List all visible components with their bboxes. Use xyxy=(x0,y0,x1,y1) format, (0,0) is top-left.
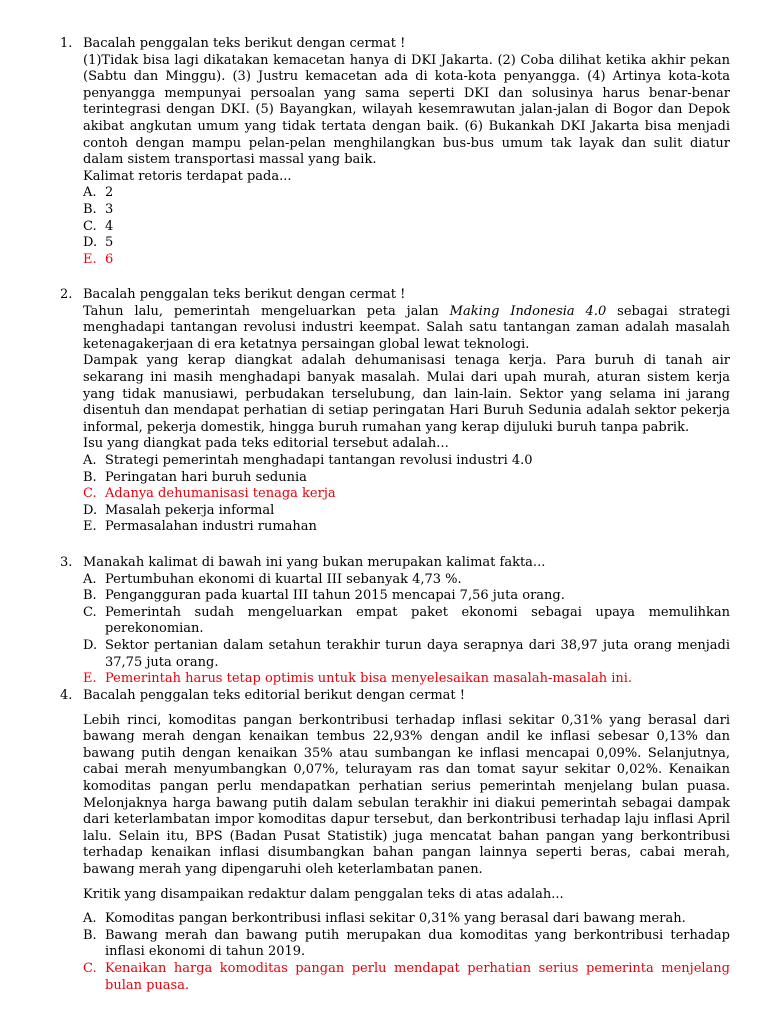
question-2 xyxy=(60,287,730,536)
option-list xyxy=(83,185,730,268)
option-text: Strategi pemerintah menghadapi tantangan revolusi industri 4.0 xyxy=(105,452,533,468)
question-instruction: Bacalah penggalan teks berikut dengan cermat ! xyxy=(83,287,406,302)
option-text: Peringatan hari buruh sedunia xyxy=(105,469,307,485)
option-letter: D. xyxy=(83,637,98,653)
passage-italic-title: Making Indonesia 4.0 xyxy=(449,303,607,319)
option-a[interactable] xyxy=(83,572,730,589)
option-d[interactable] xyxy=(83,503,730,520)
option-b[interactable] xyxy=(83,588,730,605)
option-e[interactable] xyxy=(83,671,730,688)
option-letter: D. xyxy=(83,235,98,251)
option-a[interactable] xyxy=(83,185,730,202)
option-letter: A. xyxy=(83,185,97,201)
option-text: Komoditas pangan berkontribusi inflasi sekitar 0,31% yang berasal dari bawang merah. xyxy=(105,911,686,927)
option-a[interactable] xyxy=(83,453,730,470)
option-b[interactable] xyxy=(83,202,730,219)
option-letter: B. xyxy=(83,588,97,604)
question-number: 4. xyxy=(60,688,73,703)
option-e[interactable] xyxy=(83,519,730,536)
option-letter: E. xyxy=(83,251,97,267)
option-b[interactable] xyxy=(83,928,730,961)
option-text: Kenaikan harga komoditas pangan perlu mendapat perhatian serius pemerinta menjelang bulan puasa. xyxy=(105,960,730,993)
option-letter: C. xyxy=(83,218,97,234)
option-text: Pertumbuhan ekonomi di kuartal III sebanyak 4,73 %. xyxy=(105,571,462,587)
question-prompt: Isu yang diangkat pada teks editorial tersebut adalah... xyxy=(83,436,449,452)
question-number: 2. xyxy=(60,287,73,302)
option-letter: B. xyxy=(83,201,97,217)
option-letter: C. xyxy=(83,486,97,502)
option-letter: D. xyxy=(83,502,98,518)
question-instruction: Bacalah penggalan teks berikut dengan cermat ! xyxy=(83,36,406,51)
option-a[interactable] xyxy=(83,911,730,928)
option-c[interactable] xyxy=(83,219,730,236)
option-letter: E. xyxy=(83,671,97,687)
question-1 xyxy=(60,36,730,268)
option-e[interactable] xyxy=(83,252,730,269)
option-text: Bawang merah dan bawang putih merupakan dua komoditas yang berkontribusi terhadap inflasi ekonomi di tahun 2019. xyxy=(105,927,730,960)
option-c[interactable] xyxy=(83,961,730,994)
option-text: Sektor pertanian dalam setahun terakhir turun daya serapnya dari 38,97 juta orang menjadi 37,75 juta orang. xyxy=(105,637,730,670)
question-passage: Lebih rinci, komoditas pangan berkontribusi terhadap inflasi sekitar 0,31% yang berasal dari bawang merah dengan kenaikan tembus 22,93% dengan andil ke inflasi sebesar 0,13% dan bawang putih dengan kenaikan 35% atau sumbangan ke inflasi mencapai 0,09%. Selanjutnya, cabai merah menyumbangkan 0,07%, telurayam ras dan tomat sayur sekitar 0,02%. Kenaikan komoditas pangan perlu mendapatkan perhatian serius pemerintah menjelang bulan puasa. Melonjaknya harga bawang putih dalam sebulan terakhir ini diakui pemerintah sebagai dampak dari keterlambatan impor komoditas dapur tersebut, dan berkontribusi terhadap laju inflasi April lalu. Selain itu, BPS (Badan Pusat Statistik) juga mencatat bahan pangan yang berkontribusi terhadap kenaikan inflasi disumbangkan bahan pangan lainnya seperti beras, cabai merah, bawang merah yang dipengaruhi oleh keterlambatan panen. xyxy=(83,712,730,877)
option-text: 4 xyxy=(105,218,114,234)
option-text: 5 xyxy=(105,235,114,251)
option-text: Permasalahan industri rumahan xyxy=(105,519,317,535)
option-letter: C. xyxy=(83,604,97,620)
question-passage xyxy=(83,304,730,354)
question-passage: (1)Tidak bisa lagi dikatakan kemacetan hanya di DKI Jakarta. (2) Coba dilihat ketika akhir pekan (Sabtu dan Minggu). (3) Justru kemacetan ada di kota-kota penyangga. (4) Artinya kota-kota penyangga mempunyai persoalan yang sama seperti DKI dan solusinya harus benar-benar terintegrasi dengan DKI. (5) Bayangkan, wilayah kesemrawutan jalan-jalan di Bogor dan Depok akibat angkutan umum yang tidak tertata dengan baik. (6) Bukankah DKI Jakarta bisa menjadi contoh dengan mampu pelan-pelan menghilangkan bus-bus umum tak layak dan sulit diatur dalam sistem transportasi massal yang baik. xyxy=(83,52,730,168)
option-text: Masalah pekerja informal xyxy=(105,502,275,518)
question-4 xyxy=(60,688,730,994)
option-text: 6 xyxy=(105,251,114,267)
passage-text: sebagai strategi menghadapi tantangan revolusi industri keempat. Salah satu tantangan zaman adalah masalah ketenagakerjaan di era ketatnya persaingan global lewat teknologi. xyxy=(83,303,730,352)
question-prompt: Kalimat retoris terdapat pada... xyxy=(83,168,292,184)
option-letter: E. xyxy=(83,519,97,535)
option-list xyxy=(83,572,730,688)
question-passage-2: Dampak yang kerap diangkat adalah dehumanisasi tenaga kerja. Para buruh di tanah air sekarang ini masih menghadapi banyak masalah. Mulai dari upah murah, aturan sistem kerja yang tidak manusiawi, perbudakan terselubung, dan lain-lain. Sektor yang selama ini jarang disentuh dan mendapat perhatian di setiap peringatan Hari Buruh Sedunia adalah sektor pekerja informal, pekerja domestik, hingga buruh rumahan yang kerap dijuluki buruh tanpa pabrik. xyxy=(83,353,730,435)
option-c[interactable] xyxy=(83,605,730,638)
option-letter: C. xyxy=(83,960,97,976)
passage-text: Tahun lalu, pemerintah mengeluarkan peta jalan xyxy=(83,303,450,319)
question-3 xyxy=(60,555,730,688)
option-text: Pemerintah sudah mengeluarkan empat paket ekonomi sebagai upaya memulihkan perekonomian. xyxy=(105,604,730,637)
option-text: Adanya dehumanisasi tenaga kerja xyxy=(105,486,336,502)
option-list xyxy=(83,453,730,536)
question-instruction: Manakah kalimat di bawah ini yang bukan merupakan kalimat fakta... xyxy=(83,555,546,570)
option-text: 3 xyxy=(105,201,114,217)
option-text: Pengangguran pada kuartal III tahun 2015 mencapai 7,56 juta orang. xyxy=(105,588,565,604)
option-letter: A. xyxy=(83,452,97,468)
question-instruction: Bacalah penggalan teks editorial berikut dengan cermat ! xyxy=(83,688,465,703)
option-letter: A. xyxy=(83,911,97,927)
option-letter: A. xyxy=(83,571,97,587)
option-d[interactable] xyxy=(83,638,730,671)
option-letter: B. xyxy=(83,469,97,485)
option-c[interactable] xyxy=(83,486,730,503)
question-prompt: Kritik yang disampaikan redaktur dalam penggalan teks di atas adalah... xyxy=(83,886,564,902)
question-number: 1. xyxy=(60,36,73,51)
option-letter: B. xyxy=(83,927,97,943)
option-d[interactable] xyxy=(83,235,730,252)
option-list xyxy=(83,911,730,994)
option-text: Pemerintah harus tetap optimis untuk bisa menyelesaikan masalah-masalah ini. xyxy=(105,671,633,687)
option-b[interactable] xyxy=(83,470,730,487)
question-number: 3. xyxy=(60,555,73,570)
option-text: 2 xyxy=(105,185,114,201)
